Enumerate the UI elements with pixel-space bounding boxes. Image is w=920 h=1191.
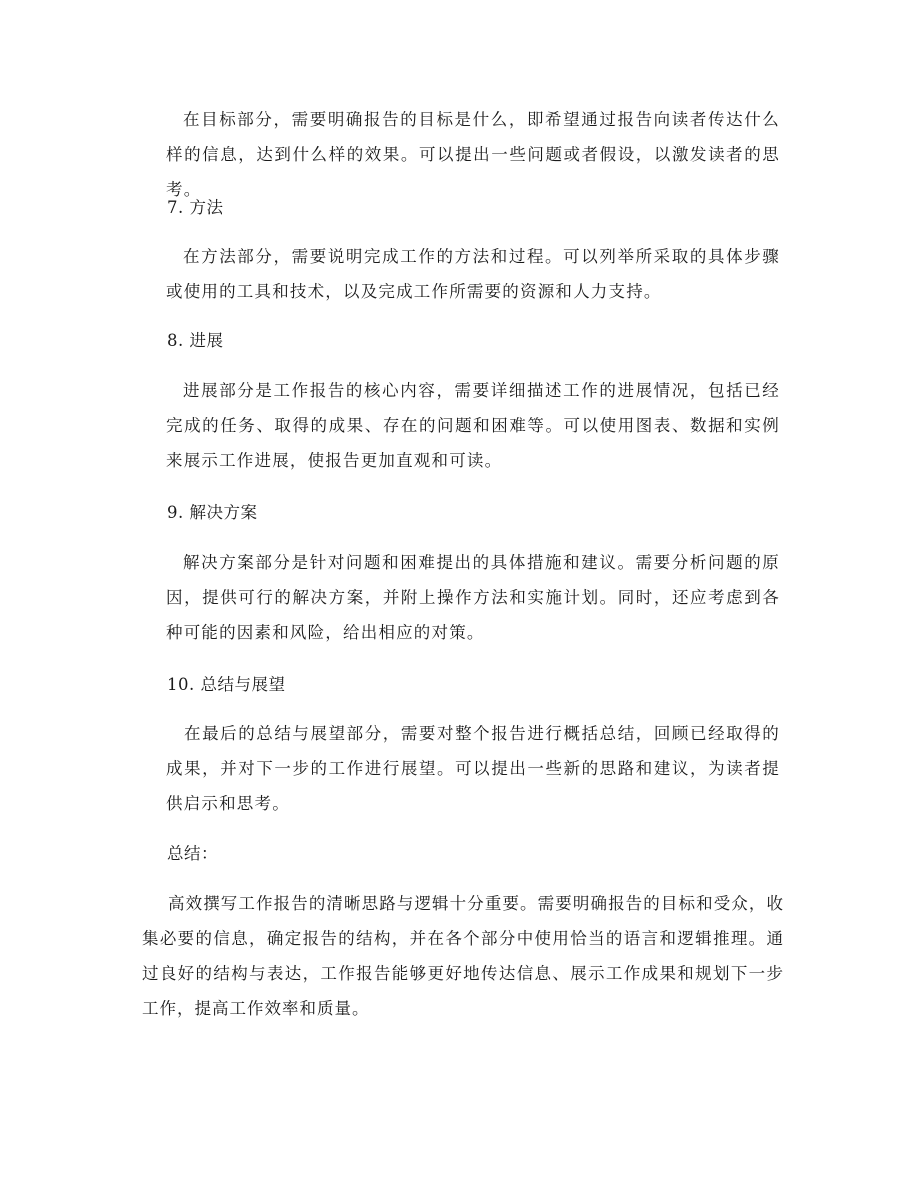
summary-heading: 总结： — [167, 844, 218, 863]
summary-paragraph: 高效撰写工作报告的清晰思路与逻辑十分重要。需要明确报告的目标和受众，收集必要的信息，确定报告的结构，并在各个部分中使用恰当的语言和逻辑推理。通过良好的结构与表达，工作报告能够更好地传达信息、展示工作成果和规划下一步工作，提高工作效率和质量。 — [142, 894, 784, 1018]
goal-paragraph: 在目标部分，需要明确报告的目标是什么，即希望通过报告向读者传达什么样的信息，达到什么样的效果。可以提出一些问题或者假设，以激发读者的思考。 — [166, 110, 780, 199]
method-paragraph: 在方法部分，需要说明完成工作的方法和过程。可以列举所采取的具体步骤或使用的工具和技术，以及完成工作所需要的资源和人力支持。 — [166, 247, 780, 301]
outlook-paragraph: 在最后的总结与展望部分，需要对整个报告进行概括总结，回顾已经取得的成果，并对下一步的工作进行展望。可以提出一些新的思路和建议，为读者提供启示和思考。 — [166, 724, 780, 813]
progress-paragraph: 进展部分是工作报告的核心内容，需要详细描述工作的进展情况，包括已经完成的任务、取得的成果、存在的问题和困难等。可以使用图表、数据和实例来展示工作进展，使报告更加直观和可读。 — [166, 381, 780, 470]
progress-heading: 8. 进展 — [167, 331, 224, 350]
solution-heading: 9. 解决方案 — [167, 503, 258, 522]
method-heading: 7. 方法 — [167, 198, 224, 217]
solution-paragraph: 解决方案部分是针对问题和困难提出的具体措施和建议。需要分析问题的原因，提供可行的解决方案，并附上操作方法和实施计划。同时，还应考虑到各种可能的因素和风险，给出相应的对策。 — [166, 553, 780, 642]
outlook-heading: 10. 总结与展望 — [167, 675, 286, 694]
